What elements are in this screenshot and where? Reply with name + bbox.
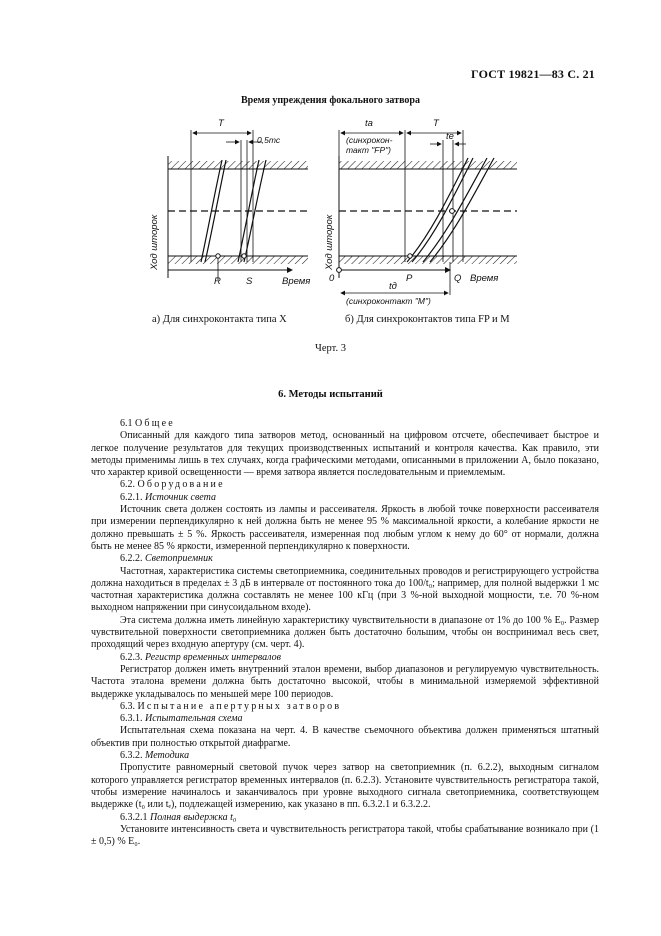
right-y-axis-label: Ход шторок bbox=[324, 214, 335, 270]
paragraph-text: Общее bbox=[135, 418, 175, 429]
paragraph bbox=[91, 762, 599, 811]
paragraph bbox=[91, 418, 599, 430]
paragraph-text: Методика bbox=[145, 750, 190, 762]
paragraph-text: Частотная, характеристика системы светоприемника, соединительных проводов и регистрирующего устройства должна находиться в пределах ± 3 дБ в интервале от постоянного тока до 100/t₀; например, для полной выдержки 1 мс частотная характеристика должна составлять не менее 100 кГц (при 3 %-ной выходной мощности, т.е. 70 %-ном выходном напряжении при синусоидальном входе). bbox=[91, 565, 599, 614]
paragraph-text: Источник света должен состоять из лампы и рассеивателя. Яркость в любой точке поверхности рассеивателя при измерении перпендикулярно к ней должна быть не менее 95 % максимальной яркости, а колебание яркости не должно превышать ± 5 %. Яркость рассеивателя, измеренная под любым углом к нему до 60° от нормали, должна быть не менее 85 % яркости, измеренной перпендикулярно к поверхности. bbox=[91, 504, 599, 552]
left-y-axis-label: Ход шторок bbox=[149, 214, 160, 270]
paragraph-text: Регистр временных интервалов bbox=[145, 651, 281, 663]
paragraph bbox=[91, 824, 599, 849]
paragraph-text: Описанный для каждого типа затворов метод, основанный на цифровом отсчете, обеспечивает быстрое и легкое получение результатов для текущих производственных испытаний и контроля качества. Как правило, эти методы применимы лишь в тех случаях, когда графическими методами, описанными в приложении А, было показано, что характер кривой освещенности — время затвора является последовательным и приемлемым. bbox=[91, 430, 599, 479]
paragraph bbox=[91, 615, 599, 652]
paragraph bbox=[91, 504, 599, 553]
right-diagram bbox=[324, 118, 517, 306]
paragraph-text: Полная выдержка t₀ bbox=[150, 811, 237, 823]
paragraph bbox=[91, 713, 599, 725]
paragraph-text: Оборудование bbox=[137, 479, 225, 491]
paragraph bbox=[91, 652, 599, 664]
right-caption: б) Для синхроконтактов типа FP и М bbox=[345, 314, 510, 325]
right-label-P: P bbox=[406, 273, 413, 284]
paragraph-text: 6.3.2.1 bbox=[120, 811, 150, 823]
left-label-S: S bbox=[246, 276, 253, 287]
section-body bbox=[91, 418, 599, 848]
paragraph-text: Пропустите равномерный световой пучок через затвор на светоприемник (п. 6.2.2), выходным сигналом которого управляется регистратор временных интервалов (п. 6.2.3). Установите чувствительность регистратора такой, чтобы измерение начиналось и заканчивалось при уровне выходного сигнала светоприемника, соответствующем выдержке (t₀ или tₑ), подлежащей измерению, как указано в пп. 6.3.2.1 и 6.3.2.2. bbox=[91, 762, 599, 811]
paragraph-text: 6.3.1. bbox=[120, 713, 145, 725]
right-bottom-hatch bbox=[339, 256, 517, 264]
paragraph bbox=[91, 430, 599, 479]
paragraph-text: 6.2. bbox=[120, 479, 138, 491]
paragraph-text: Светоприемник bbox=[145, 553, 213, 565]
paragraph bbox=[91, 812, 599, 824]
paragraph-text: 6.1 bbox=[120, 418, 135, 429]
paragraph bbox=[91, 479, 599, 491]
right-label-ta: tа bbox=[365, 118, 373, 129]
paragraph bbox=[91, 750, 599, 762]
paragraph-text: 6.3. bbox=[120, 700, 138, 712]
right-label-T: T bbox=[433, 118, 439, 129]
paragraph bbox=[91, 664, 599, 701]
right-label-fp-line2: такт "FP") bbox=[346, 145, 391, 155]
right-label-te: tе bbox=[446, 131, 454, 142]
paragraph-text: 6.2.3. bbox=[120, 651, 145, 663]
paragraph-text: Испытательная схема показана на черт. 4. В качестве съемочного объектива должен применяться штатный объектив при полностью открытой диафрагме. bbox=[91, 725, 599, 749]
left-label-R: R bbox=[214, 276, 221, 287]
paragraph bbox=[91, 566, 599, 615]
paragraph-text: Регистратор должен иметь внутренний эталон времени, выбор диапазонов и регулируемую чувствительность. Частота эталона времени должна быть достаточно высокой, чтобы в минимальной измеряемой эффективной выдержке укладывалось по меньшей мере 100 периодов. bbox=[91, 663, 599, 700]
document-reference: ГОСТ 19821—83 С. 21 bbox=[471, 67, 595, 81]
figure-title: Время упреждения фокального затвора bbox=[241, 95, 420, 106]
paragraph bbox=[91, 701, 599, 713]
paragraph bbox=[91, 492, 599, 504]
left-time-label: Время bbox=[282, 276, 311, 287]
right-label-fp-line1: (синхрокон- bbox=[346, 135, 393, 145]
paragraph-text: Установите интенсивность света и чувствительность регистратора такой, чтобы срабатывание возникало при (1 ± 0,5) % E₀. bbox=[91, 823, 599, 848]
chart-number: Черт. 3 bbox=[315, 343, 346, 354]
right-label-td: tд bbox=[389, 281, 397, 292]
shutter-timing-diagram bbox=[0, 0, 661, 340]
left-top-hatch bbox=[168, 161, 308, 169]
section-heading: 6. Методы испытаний bbox=[278, 389, 383, 400]
right-label-Q: Q bbox=[454, 273, 462, 284]
right-time-label: Время bbox=[470, 273, 499, 284]
paragraph bbox=[91, 725, 599, 750]
paragraph-text: 6.2.1. bbox=[120, 491, 145, 503]
paragraph bbox=[91, 553, 599, 565]
left-label-half-ms: 0,5mс bbox=[257, 135, 281, 145]
paragraph-text: Источник света bbox=[145, 491, 216, 503]
paragraph-text: 6.3.2. bbox=[120, 750, 145, 762]
paragraph-text: Испытательная схема bbox=[145, 713, 243, 725]
right-label-0: 0 bbox=[329, 273, 335, 284]
paragraph-text: 6.2.2. bbox=[120, 553, 145, 565]
paragraph-text: Испытание апертурных затворов bbox=[137, 700, 342, 712]
right-label-m: (синхроконтакт "М") bbox=[346, 296, 431, 306]
left-caption: а) Для синхроконтакта типа X bbox=[152, 314, 287, 325]
left-label-T: T bbox=[218, 118, 224, 129]
left-diagram bbox=[149, 118, 310, 287]
paragraph-text: Эта система должна иметь линейную характеристику чувствительности в диапазоне от 1% до 100 % E₀. Размер чувствительной поверхности светоприемника должен быть достаточно большим, чтобы он воспринимал весь свет, проходящий через входную апертуру (см. черт. 4). bbox=[91, 614, 599, 651]
